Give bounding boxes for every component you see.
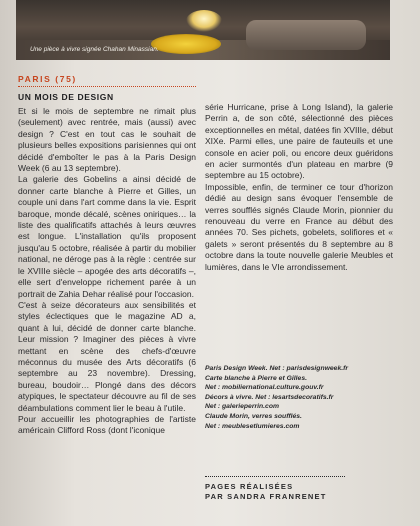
byline-footer xyxy=(205,482,327,502)
interior-photo xyxy=(16,0,390,60)
paragraph: Pour accueillir les photographies de l'artiste américain Clifford Ross (dont l'iconique xyxy=(18,413,196,436)
credit-line: Paris Design Week. Net : parisdesignweek.fr xyxy=(205,365,349,372)
paragraph: La galerie des Gobelins a ainsi décidé de donner carte blanche à Pierre et Gilles, un couple uni dans l'art comme dans la vie. Esprit baroque, monde décalé, scènes oniriques… la liste des qualificatifs attachés à leurs œuvres est longue. L'installation qu'ils proposent jusqu'au 5 octobre, réalisée à partir du mobilier national, ne déroge pas à la règle : centrée sur le XVIIIe siècle – apogée des arts décoratifs –, elle sert d'enveloppe richement parée à un portrait de Zahia Dehar réalisé pour l'occasion. xyxy=(18,174,196,299)
credit-line: Net : meublesetlumieres.com xyxy=(205,422,300,430)
credit-line: Claude Morin, verres soufflés. xyxy=(205,412,302,420)
credit-line: Net : galerieperrin.com xyxy=(205,403,280,411)
photo-yellow-table xyxy=(151,34,221,54)
paragraph: Et si le mois de septembre ne rimait plus (seulement) avec rentrée, mais (aussi) avec design ? C'est en tout cas le souhait de plusieurs belles expositions parisiennes qui ont décidé d'emboîter le pas à la Paris Design Week (6 au 13 septembre). xyxy=(18,106,196,174)
paragraph: Impossible, enfin, de terminer ce tour d'horizon dédié au design sans évoquer l'ensemble de verres soufflés signés Claude Morin, pionnier du renouveau du verre en France au début des années 70. Ses pichets, gobelets, solifiores et « galets » seront présentés du 8 septembre au 8 octobre dans la toute nouvelle galerie Meubles et lumières, dans le VIe arrondissement. xyxy=(205,181,393,272)
article-column-2 xyxy=(205,102,393,273)
exhibition-credits xyxy=(205,364,395,431)
article-headline: UN MOIS DE DESIGN xyxy=(18,92,114,102)
photo-lamp xyxy=(186,10,222,32)
photo-caption: Une pièce à vivre signée Chahan Minassian. xyxy=(30,46,159,53)
paragraph: C'est à seize décorateurs aux sensibilités et styles éclectiques que le magazine AD a, quant à lui, décidé de donner carte blanche. Leur mission ? Imaginer des pièces à vivre mettant en scène des chefs-d'œuvre méconnus du musée des Arts décoratifs (6 septembre au 23 novembre). Dressing, bureau, boudoir… Plongé dans des décors atypiques, le spectateur découvre au fil de ses déambulations comment lier le beau à l'utile. xyxy=(18,299,196,413)
paragraph: série Hurricane, prise à Long Island), la galerie Perrin a, de son côté, sélectionné des pièces exceptionnelles en métal, datées fin XVIIIe, début XIXe. Parmi elles, une paire de fauteuils et une console en acier poli, ou encore deux guéridons en acier surmontés d'un plateau en marbre (9 septembre au 15 octobre). xyxy=(205,102,393,181)
photo-sofa xyxy=(246,20,366,50)
byline-line: PAR SANDRA FRANRENET xyxy=(205,492,327,501)
credit-line: Net : mobiliernational.culture.gouv.fr xyxy=(205,384,324,392)
article-column-1 xyxy=(18,106,196,437)
credit-line: Décors à vivre. Net : lesartsdecoratifs.fr xyxy=(205,393,334,401)
credit-line: Carte blanche à Pierre et Gilles. xyxy=(205,374,307,382)
section-label: PARIS (75) xyxy=(18,74,77,84)
footer-divider xyxy=(205,476,345,477)
section-divider xyxy=(18,86,196,87)
byline-line: PAGES RÉALISÉES xyxy=(205,482,294,491)
